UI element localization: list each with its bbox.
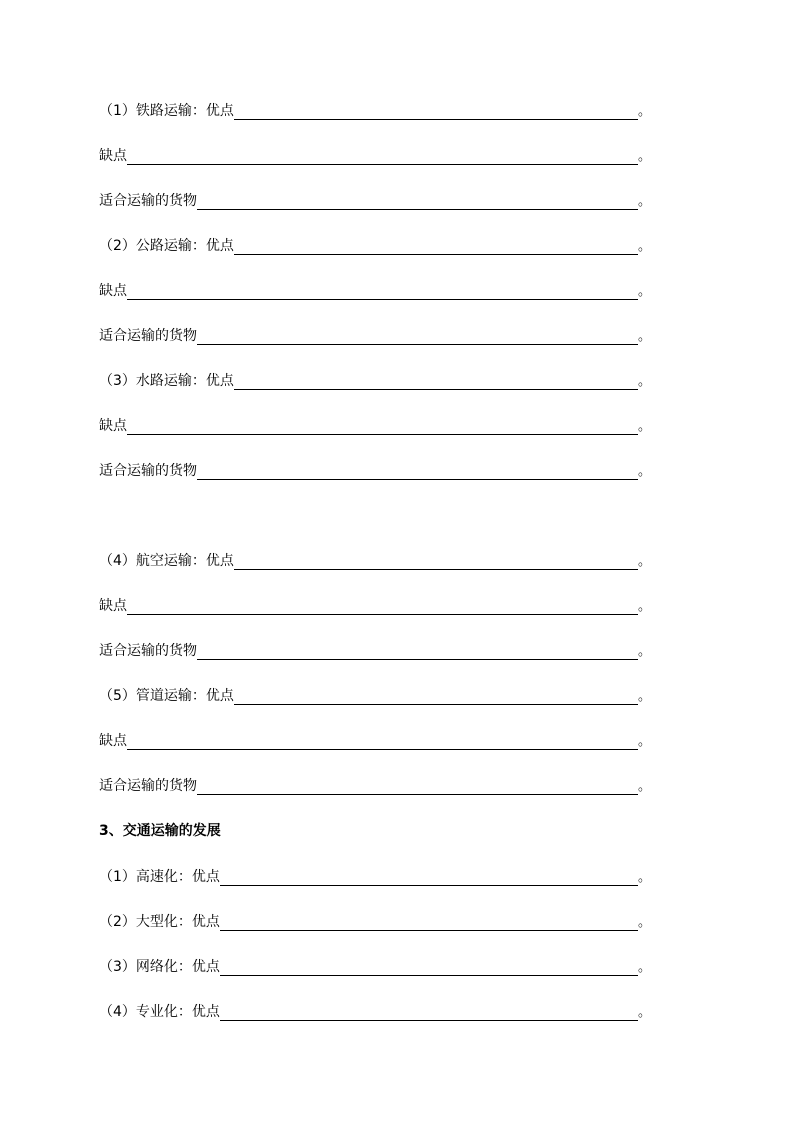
row-end-mark: 。: [638, 374, 652, 389]
answer-blank[interactable]: [234, 237, 638, 255]
railway-disadvantages-row: [99, 141, 651, 165]
row-label: 缺点: [99, 148, 127, 164]
row-end-mark: 。: [638, 599, 652, 614]
road-disadvantages-row: [99, 276, 651, 300]
row-end-mark: 。: [638, 1005, 652, 1020]
answer-blank[interactable]: [127, 282, 638, 300]
row-label: 适合运输的货物: [99, 463, 197, 479]
answer-blank[interactable]: [234, 372, 638, 390]
water-disadvantages-row: [99, 411, 651, 435]
row-label: （4）专业化：优点: [99, 1004, 220, 1020]
answer-blank[interactable]: [197, 642, 638, 660]
answer-blank[interactable]: [197, 777, 638, 795]
row-label: （1）高速化：优点: [99, 869, 220, 885]
row-label: （2）公路运输：优点: [99, 238, 234, 254]
row-label: 缺点: [99, 733, 127, 749]
row-end-mark: 。: [638, 779, 652, 794]
row-label: （5）管道运输：优点: [99, 688, 234, 704]
answer-blank[interactable]: [127, 147, 638, 165]
large-scale-row: [99, 907, 651, 931]
row-label: （2）大型化：优点: [99, 914, 220, 930]
answer-blank[interactable]: [127, 732, 638, 750]
section-heading: 3、交通运输的发展: [99, 823, 221, 839]
row-end-mark: 。: [638, 284, 652, 299]
answer-blank[interactable]: [220, 958, 638, 976]
row-label: （3）水路运输：优点: [99, 373, 234, 389]
water-advantages-row: [99, 366, 651, 390]
high-speed-row: [99, 862, 651, 886]
row-label: （4）航空运输：优点: [99, 553, 234, 569]
row-end-mark: 。: [638, 915, 652, 930]
row-end-mark: 。: [638, 149, 652, 164]
row-end-mark: 。: [638, 870, 652, 885]
answer-blank[interactable]: [234, 552, 638, 570]
row-end-mark: 。: [638, 734, 652, 749]
answer-blank[interactable]: [197, 327, 638, 345]
row-label: 适合运输的货物: [99, 778, 197, 794]
air-advantages-row: [99, 546, 651, 570]
pipeline-advantages-row: [99, 681, 651, 705]
row-end-mark: 。: [638, 194, 652, 209]
water-goods-row: [99, 456, 651, 480]
railway-goods-row: [99, 186, 651, 210]
row-end-mark: 。: [638, 689, 652, 704]
row-end-mark: 。: [638, 644, 652, 659]
row-end-mark: 。: [638, 554, 652, 569]
row-end-mark: 。: [638, 329, 652, 344]
row-label: 缺点: [99, 418, 127, 434]
row-label: （1）铁路运输：优点: [99, 103, 234, 119]
answer-blank[interactable]: [220, 1003, 638, 1021]
railway-advantages-row: [99, 96, 651, 120]
row-label: 适合运输的货物: [99, 643, 197, 659]
answer-blank[interactable]: [197, 462, 638, 480]
row-label: 缺点: [99, 598, 127, 614]
answer-blank[interactable]: [127, 417, 638, 435]
row-end-mark: 。: [638, 419, 652, 434]
row-end-mark: 。: [638, 960, 652, 975]
row-end-mark: 。: [638, 239, 652, 254]
air-disadvantages-row: [99, 591, 651, 615]
specialization-row: [99, 997, 651, 1021]
answer-blank[interactable]: [197, 192, 638, 210]
pipeline-goods-row: [99, 771, 651, 795]
answer-blank[interactable]: [234, 102, 638, 120]
row-label: 缺点: [99, 283, 127, 299]
row-end-mark: 。: [638, 104, 652, 119]
row-end-mark: 。: [638, 464, 652, 479]
answer-blank[interactable]: [127, 597, 638, 615]
row-label: （3）网络化：优点: [99, 959, 220, 975]
answer-blank[interactable]: [220, 913, 638, 931]
answer-blank[interactable]: [220, 868, 638, 886]
pipeline-disadvantages-row: [99, 726, 651, 750]
road-goods-row: [99, 321, 651, 345]
row-label: 适合运输的货物: [99, 328, 197, 344]
answer-blank[interactable]: [234, 687, 638, 705]
networking-row: [99, 952, 651, 976]
road-advantages-row: [99, 231, 651, 255]
row-label: 适合运输的货物: [99, 193, 197, 209]
air-goods-row: [99, 636, 651, 660]
